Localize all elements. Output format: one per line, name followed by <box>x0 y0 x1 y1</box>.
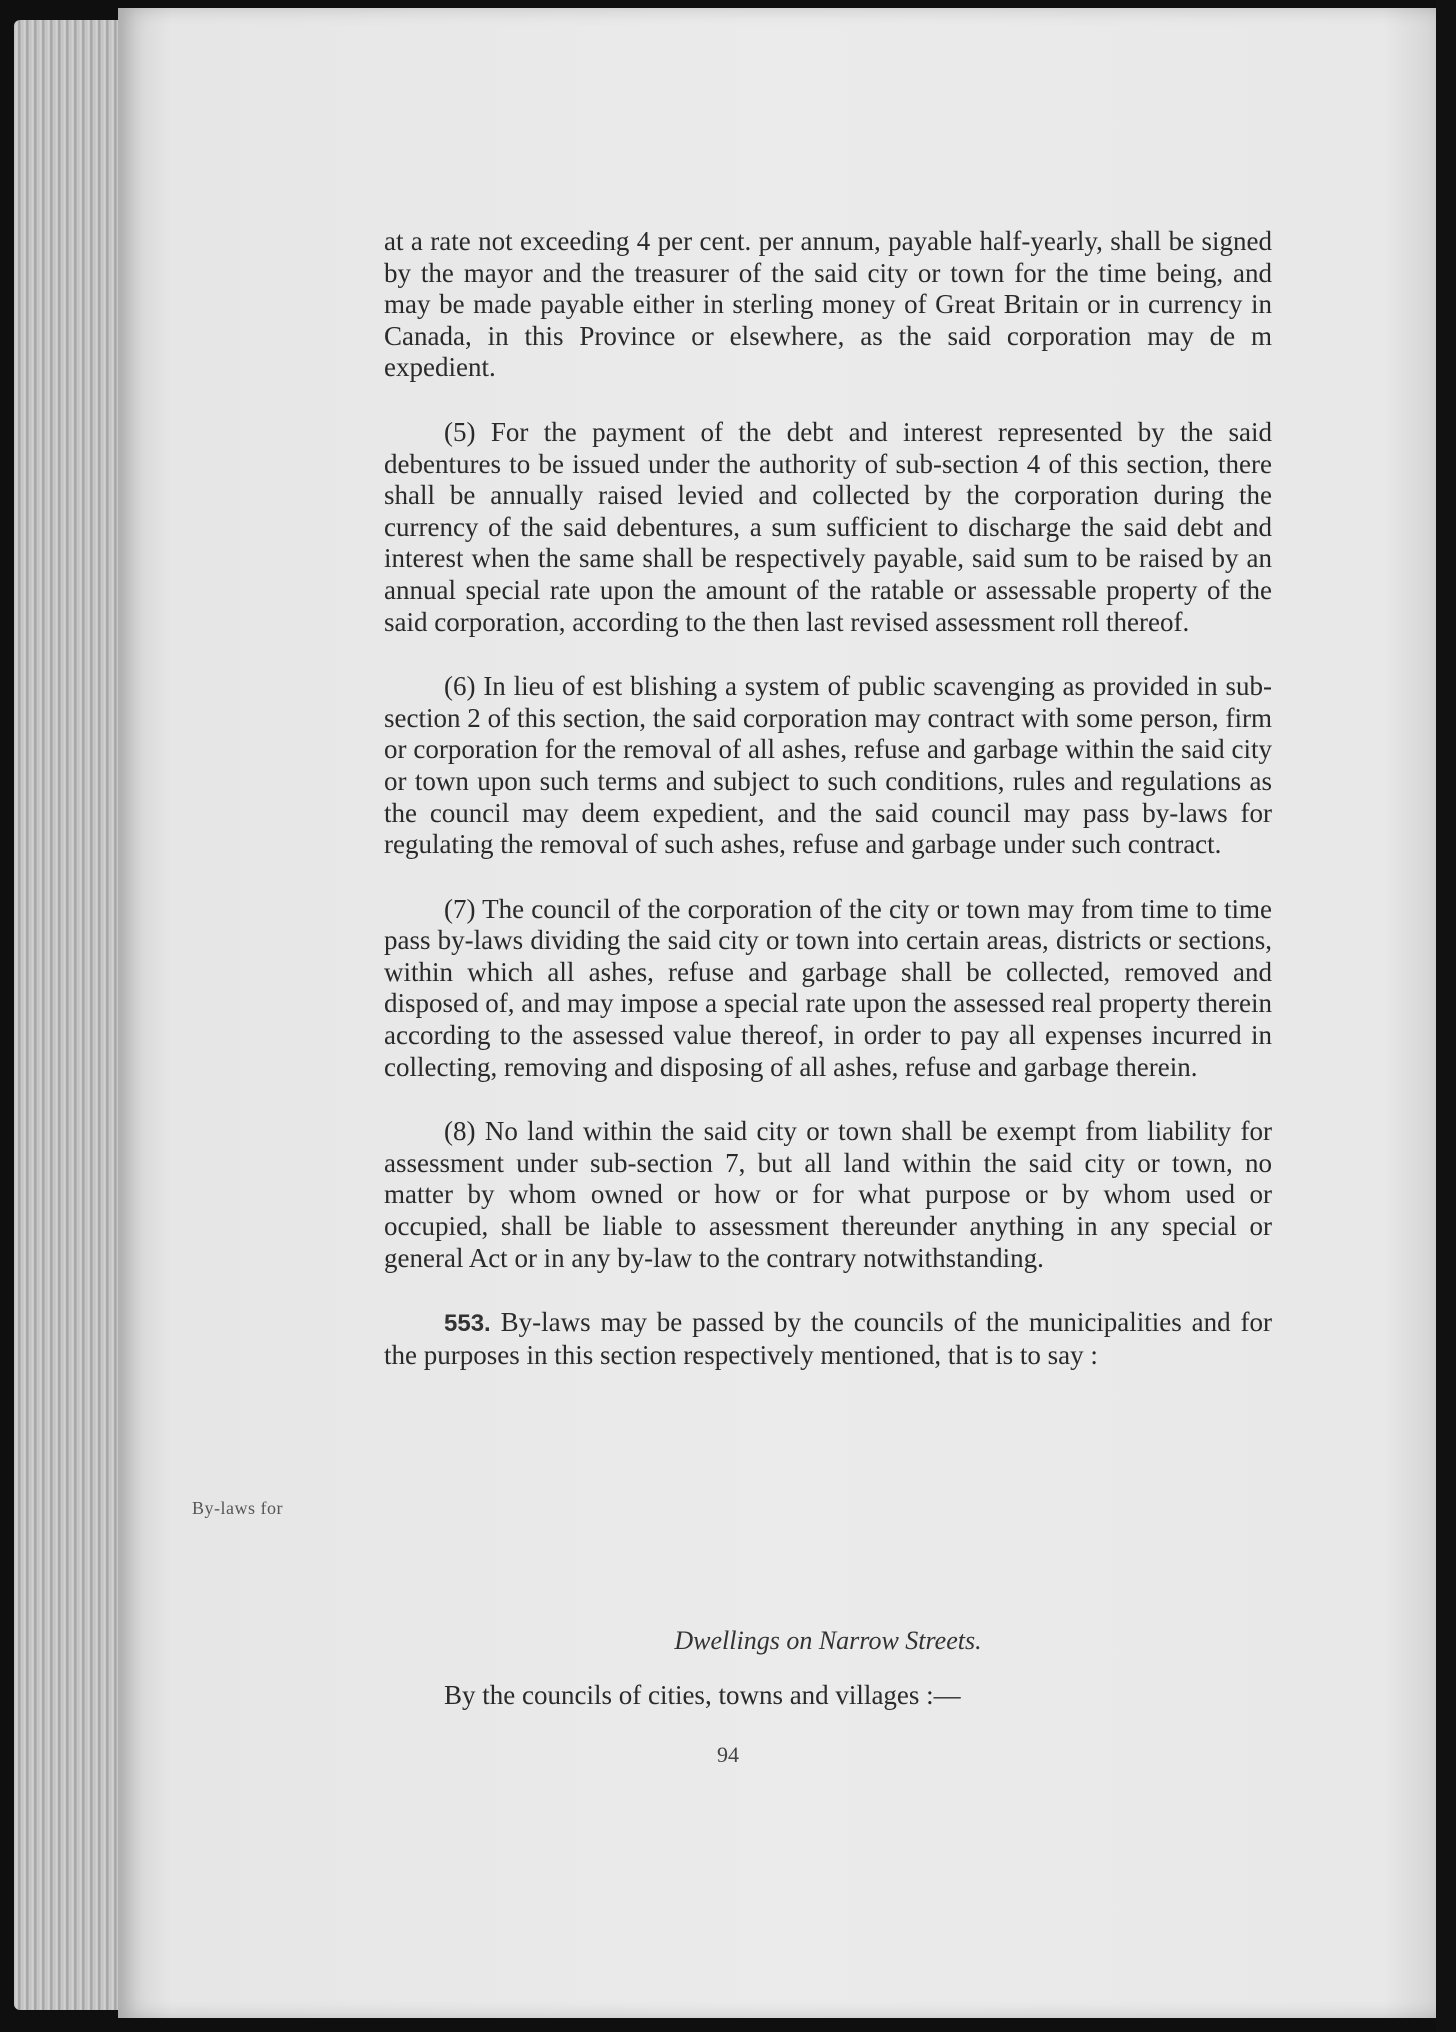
paragraph-text: (6) In lieu of est blishing a system of public scavenging as provided in sub-section 2 of this section, the said corporation may contract with some person, firm or corporation for the removal of all ashes, refuse and garbage within the said city or town upon such terms and subject to such conditions, rules and regulations as the council may deem expedient, and the said council may pass by-laws for regulating the removal of such ashes, refuse and garbage under such contract. <box>384 671 1272 860</box>
page-number: 94 <box>717 1742 739 1767</box>
paragraph-text: (7) The council of the corporation of the city or town may from time to time pass by-laws dividing the said city or town into certain areas, districts or sections, within which all ashes, refuse and garbage shall be collected, removed and disposed of, and may impose a special rate upon the assessed real property therein according to the assessed value thereof, in order to pay all expenses incurred in collecting, removing and disposing of all ashes, refuse and garbage therein. <box>384 893 1272 1082</box>
book-page-edges <box>14 20 134 2010</box>
section-number: 553. <box>444 1310 491 1338</box>
paragraph-text: By-laws may be passed by the councils of the municipalities and for the purposes in this section respectively mentioned, that is to say : <box>384 1307 1272 1370</box>
paragraph-text: at a rate not exceeding 4 per cent. per annum, payable half-yearly, shall be signed by the mayor and the treasurer of the said city or town for the time being, and may be made payable either in sterling money of Great Britain or in currency in Canada, in this Province or elsewhere, as the said corporation may de m expedient. <box>384 226 1272 383</box>
paragraph-continuation <box>384 226 1272 384</box>
right-dark-border <box>1436 0 1456 2032</box>
paragraph-subsection-7 <box>384 894 1272 1084</box>
closing-line: By the councils of cities, towns and villages :— <box>444 1680 961 1710</box>
paragraph-text: (8) No land within the said city or town shall be exempt from liability for assessment under sub-section 7, but all land within the said city or town, no matter by whom owned or how or for what purpose or by whom used or occupied, shall be liable to assessment thereunder anything in any special or general Act or in any by-law to the contrary notwithstanding. <box>384 1116 1272 1273</box>
section-heading: Dwellings on Narrow Streets. <box>674 1626 982 1655</box>
paragraph-section-553 <box>384 1307 1272 1371</box>
body-text <box>384 226 1272 1404</box>
paragraph-subsection-8 <box>384 1116 1272 1274</box>
margin-note: By-laws for <box>192 1498 283 1518</box>
paragraph-subsection-6 <box>384 671 1272 861</box>
paragraph-subsection-5 <box>384 417 1272 638</box>
paragraph-text: (5) For the payment of the debt and interest represented by the said debentures to be issued under the authority of sub-section 4 of this section, there shall be annually raised levied and collected by the corporation during the currency of the said debentures, a sum sufficient to discharge the said debt and interest when the same shall be respectively payable, said sum to be raised by an annual special rate upon the amount of the ratable or assessable property of the said corporation, according to the then last revised assessment roll thereof. <box>384 416 1272 637</box>
